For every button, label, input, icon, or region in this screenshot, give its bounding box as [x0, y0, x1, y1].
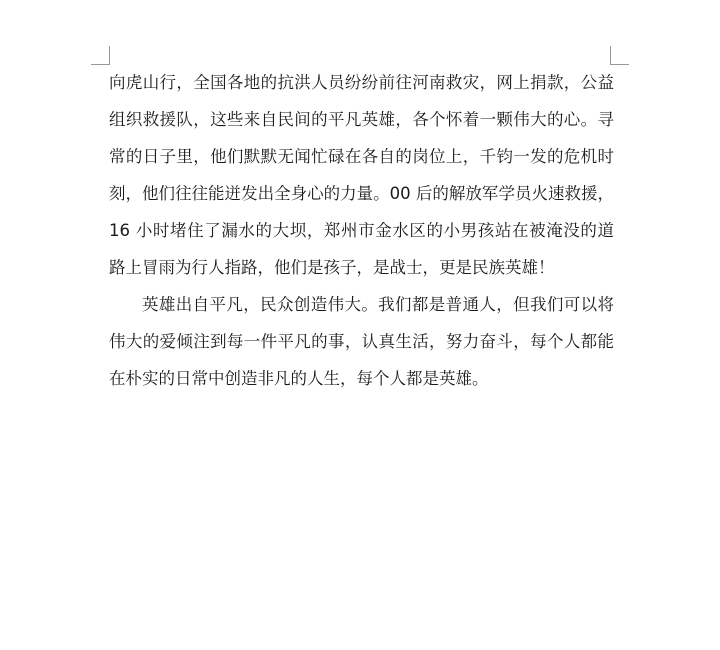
paragraph-1	[109, 64, 614, 286]
paragraph-2	[109, 286, 614, 397]
top-right-margin-marker	[610, 46, 629, 65]
text-line: 伟大的爱倾注到每一件平凡的事，认真生活，努力奋斗，每个人都能	[109, 332, 614, 351]
text-line: 英雄出自平凡，民众创造伟大。我们都是普通人，但我们可以将	[142, 295, 614, 314]
text-line: 路上冒雨为行人指路，他们是孩子，是战士，更是民族英雄！	[109, 258, 555, 277]
text-line: 16 小时堵住了漏水的大坝，郑州市金水区的小男孩站在被淹没的道	[109, 221, 614, 240]
top-left-margin-marker	[91, 46, 110, 65]
text-line: 常的日子里，他们默默无闻忙碌在各自的岗位上，千钧一发的危机时	[109, 147, 614, 166]
document-body[interactable]	[109, 64, 614, 397]
text-line: 刻，他们往往能迸发出全身心的力量。00 后的解放军学员火速救援，	[109, 184, 614, 203]
text-line: 向虎山行，全国各地的抗洪人员纷纷前往河南救灾，网上捐款，公益	[109, 73, 614, 92]
text-line: 组织救援队，这些来自民间的平凡英雄，各个怀着一颗伟大的心。寻	[109, 110, 614, 129]
text-line: 在朴实的日常中创造非凡的人生，每个人都是英雄。	[109, 369, 489, 388]
